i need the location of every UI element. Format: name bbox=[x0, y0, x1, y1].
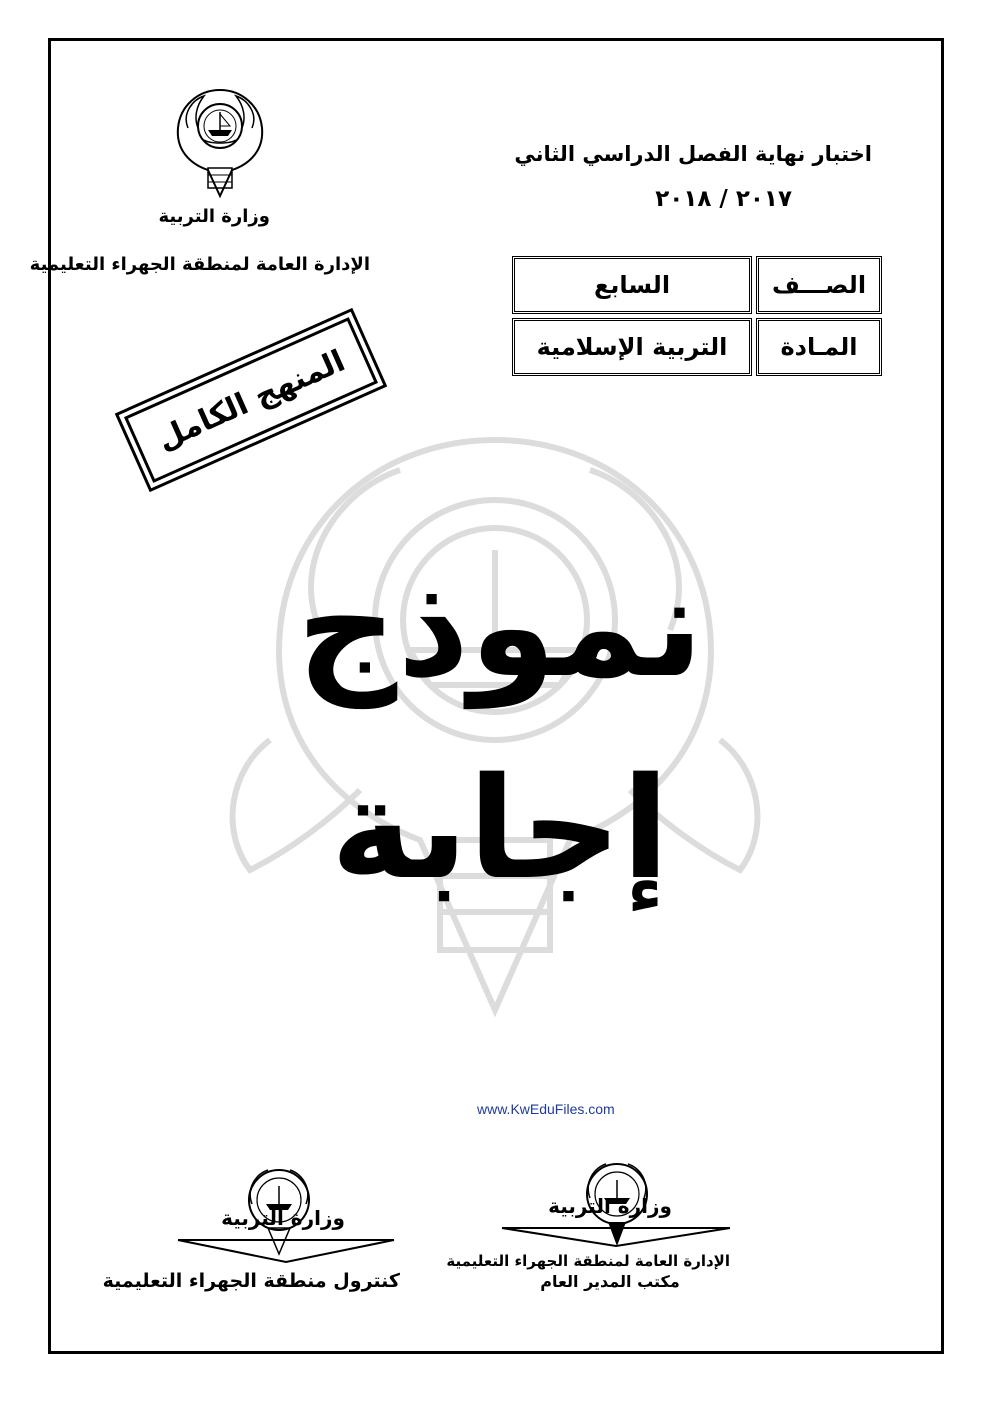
exam-title: اختبار نهاية الفصل الدراسي الثاني bbox=[514, 142, 872, 166]
ministry-name: وزارة التربية bbox=[158, 206, 270, 227]
subject-label: المـادة bbox=[756, 318, 882, 376]
exam-year: ٢٠١٧ / ٢٠١٨ bbox=[655, 186, 792, 212]
full-curriculum-stamp: المنهج الكامل bbox=[124, 317, 378, 483]
watermark-emblem-icon bbox=[210, 410, 780, 1030]
control-stamp-ministry: وزارة التربية bbox=[221, 1206, 345, 1230]
kuwait-emblem-icon bbox=[168, 84, 272, 202]
director-stamp-line1: الإدارة العامة لمنطقة الجهراء التعليمية bbox=[446, 1252, 730, 1270]
answer-model-title-line1: نموذج bbox=[296, 546, 704, 709]
directorate-name: الإدارة العامة لمنطقة الجهراء التعليمية bbox=[29, 254, 370, 275]
director-stamp-ministry: وزارة التربية bbox=[548, 1194, 672, 1218]
subject-value: التربية الإسلامية bbox=[512, 318, 752, 376]
control-stamp-caption: كنترول منطقة الجهراء التعليمية bbox=[102, 1270, 400, 1292]
director-stamp-lines bbox=[500, 1224, 732, 1250]
grade-value: السابع bbox=[512, 256, 752, 314]
director-stamp-line2: مكتب المدير العام bbox=[540, 1272, 680, 1291]
control-stamp-lines bbox=[176, 1236, 396, 1266]
grade-label: الصـــف bbox=[756, 256, 882, 314]
answer-model-title-line2: إجابة bbox=[330, 748, 670, 911]
website-link[interactable]: www.KwEduFiles.com bbox=[477, 1101, 615, 1117]
